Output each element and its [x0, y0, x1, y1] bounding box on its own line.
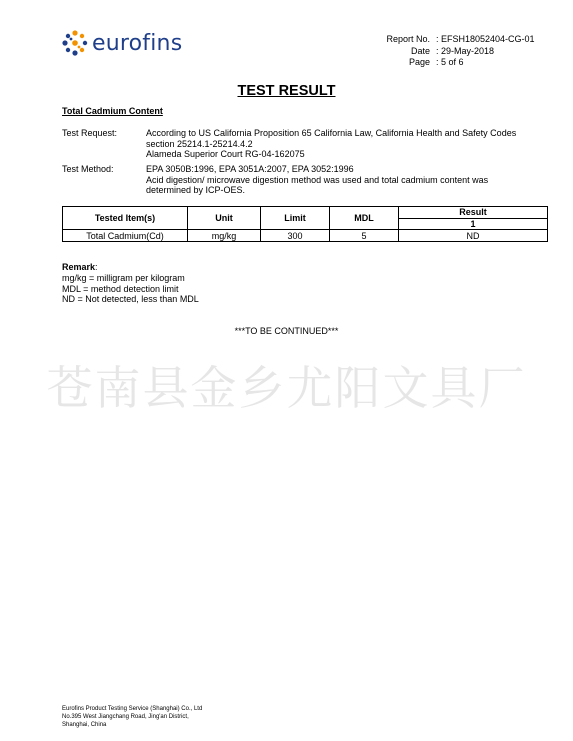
test-method-line: EPA 3050B:1996, EPA 3051A:2007, EPA 3052:1996 [146, 164, 354, 174]
report-info [370, 34, 535, 69]
cell-unit: mg/kg [188, 230, 261, 242]
cell-mdl: 5 [330, 230, 399, 242]
test-request-line: section 25214.1-25214.4.2 [146, 138, 253, 149]
test-method-line: determined by ICP-OES. [146, 185, 246, 195]
watermark: 苍南县金乡尤阳文具厂 [46, 361, 527, 415]
section-title: Total Cadmium Content [62, 106, 163, 116]
test-method-label: Test Method: [62, 164, 114, 174]
header-tested-item: Tested Item(s) [63, 207, 188, 230]
test-method-line: Acid digestion/ microwave digestion method was used and total cadmium content was [146, 174, 489, 185]
report-date-row [370, 46, 535, 58]
footer-line: Shanghai, China [62, 722, 107, 728]
brand-name: eurofins [92, 30, 183, 56]
table-row [63, 230, 548, 242]
report-number-value: : EFSH18052404-CG-01 [436, 34, 535, 44]
remark-line: mg/kg = milligram per kilogram [62, 272, 185, 283]
page-title [0, 83, 573, 99]
remark-line: ND = Not detected, less than MDL [62, 294, 199, 305]
header-limit: Limit [261, 207, 330, 230]
header-unit: Unit [188, 207, 261, 230]
report-page-row [370, 57, 535, 69]
test-request-line: According to US California Proposition 65 California Law, California Health and Safety Codes [146, 128, 517, 138]
cell-limit: 300 [261, 230, 330, 242]
footer-line: Eurofins Product Testing Service (Shanghai) Co., Ltd [62, 706, 203, 712]
test-request-label: Test Request: [62, 128, 118, 138]
header-result-sample: 1 [399, 218, 548, 230]
footer-line: No.395 West Jiangchang Road, Jing'an District, [62, 714, 189, 720]
report-date-value: : 29-May-2018 [436, 45, 495, 56]
report-number-row [370, 34, 535, 46]
report-page-value: : 5 of 6 [436, 57, 464, 67]
cell-tested-item: Total Cadmium(Cd) [63, 230, 188, 242]
test-method-value [146, 164, 541, 196]
remark [62, 262, 199, 305]
remark-heading [62, 262, 199, 273]
header-result: Result [399, 207, 548, 219]
report-number-label: Report No. [386, 34, 430, 44]
eurofins-dots-icon [62, 30, 88, 56]
remark-colon: : [95, 262, 98, 272]
remark-line: MDL = method detection limit [62, 283, 179, 294]
remark-label: Remark [62, 262, 96, 272]
page-title-text: TEST RESULT [237, 83, 336, 99]
eurofins-logo [62, 30, 182, 56]
report-date-label: Date [410, 45, 430, 56]
to-be-continued: ***TO BE CONTINUED*** [234, 326, 339, 336]
header-mdl: MDL [330, 207, 399, 230]
report-page-label: Page [408, 57, 430, 67]
result-table [62, 206, 548, 242]
footer-address [62, 705, 202, 729]
test-request-line: Alameda Superior Court RG-04-162075 [146, 149, 305, 159]
test-request-value [146, 128, 541, 160]
cell-result: ND [399, 230, 548, 242]
